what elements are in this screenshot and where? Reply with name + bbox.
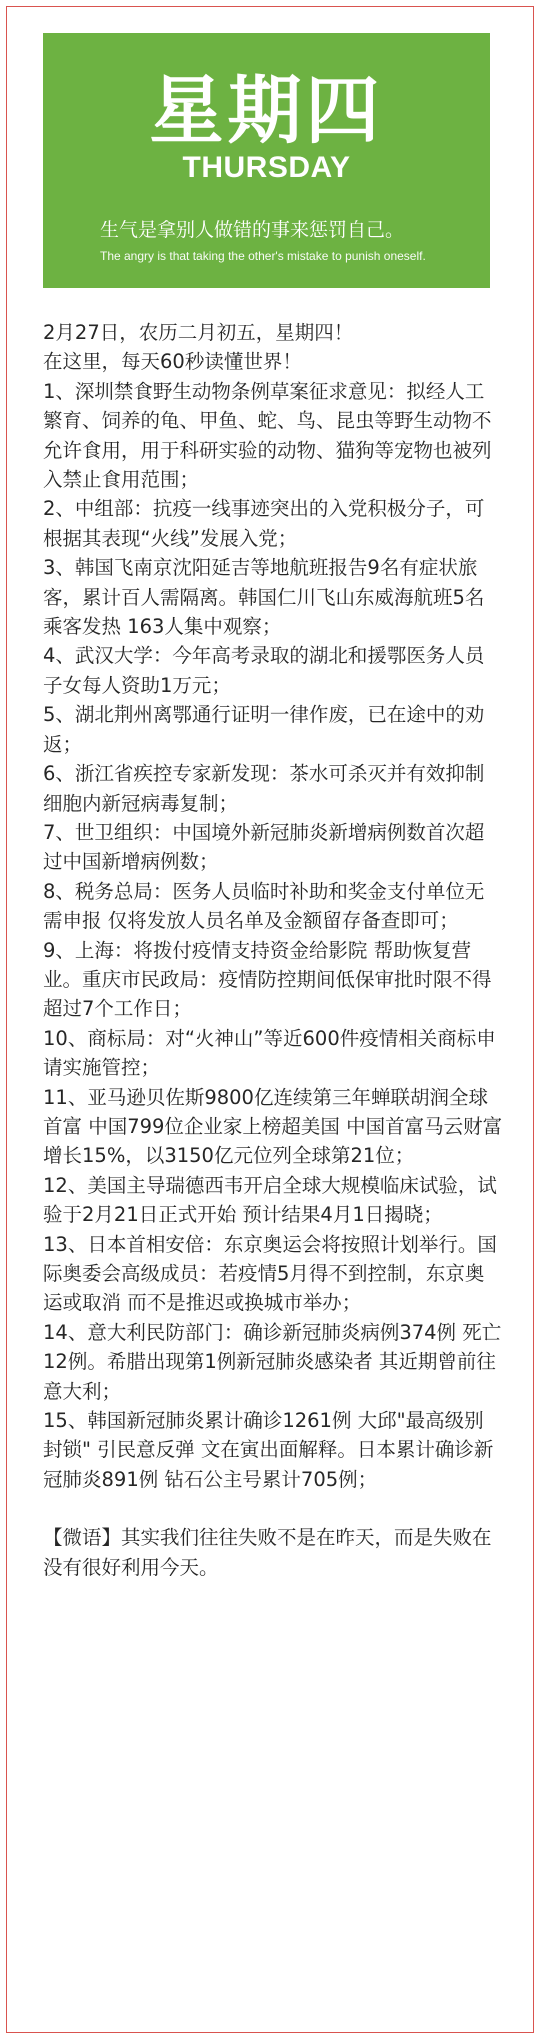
news-item: 5、湖北荆州离鄂通行证明一律作废，已在途中的劝返； bbox=[43, 703, 485, 756]
banner-quote-en: The angry is that taking the other's mistake to punish oneself. bbox=[100, 249, 426, 263]
news-item: 8、税务总局：医务人员临时补助和奖金支付单位无需申报 仅将发放人员名单及金额留存备查即可； bbox=[43, 879, 485, 933]
banner-quote-cn: 生气是拿别人做错的事来惩罚自己。 bbox=[100, 219, 405, 241]
news-item: 10、商标局：对“火神山”等近600件疫情相关商标申请实施管控； bbox=[43, 1026, 496, 1080]
news-item: 3、韩国飞南京沈阳延吉等地航班报告9名有症状旅客，累计百人需隔离。韩国仁川飞山东威海航班5名乘客发热 163人集中观察； bbox=[43, 556, 485, 639]
news-content bbox=[43, 318, 503, 1582]
spacer bbox=[43, 1494, 503, 1523]
banner-day-cn: 星期四 bbox=[149, 68, 384, 154]
news-item: 1、深圳禁食野生动物条例草案征求意见：拟经人工繁育、饲养的龟、甲鱼、蛇、鸟、昆虫等野生动物不允许食用，用于科研实验的动物、猫狗等宠物也被列入禁止食用范围； bbox=[43, 379, 492, 492]
intro-line: 在这里，每天60秒读懂世界！ bbox=[43, 350, 302, 374]
news-item: 6、浙江省疾控专家新发现：茶水可杀灭并有效抑制细胞内新冠病毒复制； bbox=[43, 762, 485, 815]
thursday-banner bbox=[43, 33, 490, 288]
news-item: 4、武汉大学：今年高考录取的湖北和援鄂医务人员子女每人资助1万元； bbox=[43, 644, 485, 697]
date-line: 2月27日，农历二月初五，星期四！ bbox=[43, 321, 354, 344]
news-item: 11、亚马逊贝佐斯9800亿连续第三年蝉联胡润全球首富 中国799位企业家上榜超美国 中国首富马云财富增长15%，以3150亿元位列全球第21位； bbox=[43, 1085, 503, 1168]
news-item: 13、日本首相安倍：东京奥运会将按照计划举行。国际奥委会高级成员：若疫情5月得不到控制，东京奥运或取消 而不是推迟或换城市举办； bbox=[43, 1232, 497, 1315]
news-item: 2、中组部：抗疫一线事迹突出的入党积极分子，可根据其表现“火线”发展入党； bbox=[43, 497, 485, 550]
news-item: 12、美国主导瑞德西韦开启全球大规模临床试验，试验于2月21日正式开始 预计结果4月1日揭晓； bbox=[43, 1173, 497, 1227]
news-item: 7、世卫组织：中国境外新冠肺炎新增病例数首次超过中国新增病例数； bbox=[43, 820, 485, 874]
news-item: 15、韩国新冠肺炎累计确诊1261例 大邱"最高级别封锁" 引民意反弹 文在寅出面解释。日本累计确诊新冠肺炎891例 钻石公主号累计705例； bbox=[43, 1409, 494, 1491]
banner-day-en: THURSDAY bbox=[182, 151, 351, 184]
news-item: 9、上海：将拨付疫情支持资金给影院 帮助恢复营业。重庆市民政局：疫情防控期间低保审批时限不得超过7个工作日； bbox=[43, 938, 492, 1021]
news-item: 14、意大利民防部门：确诊新冠肺炎病例374例 死亡12例。希腊出现第1例新冠肺炎感染者 其近期曾前往意大利； bbox=[43, 1320, 502, 1403]
closing-quote: 【微语】其实我们往往失败不是在昨天，而是失败在没有很好利用今天。 bbox=[43, 1526, 492, 1579]
